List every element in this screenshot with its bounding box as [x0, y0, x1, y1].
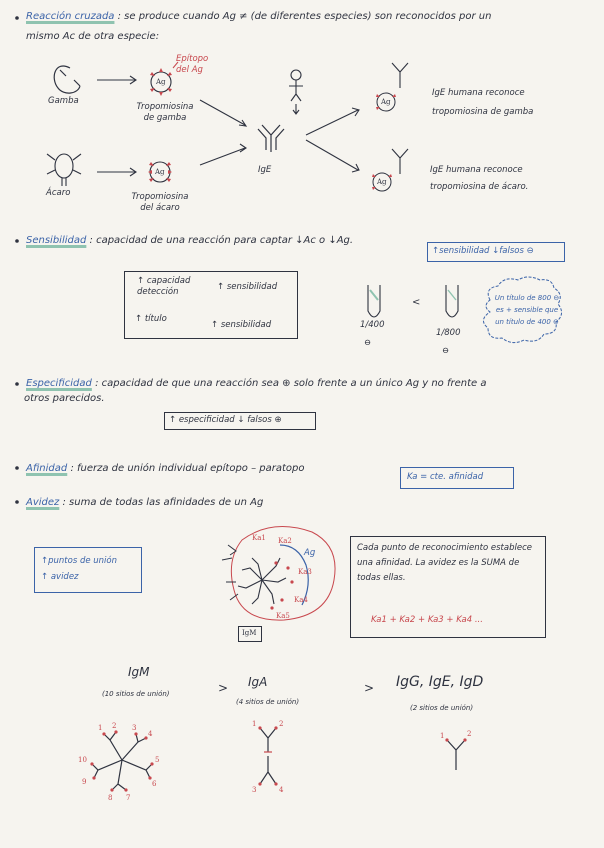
cross-reaction-term: Reacción cruzada [26, 11, 115, 22]
affinity-def: : fuerza de unión individual epítopo – paratopo [70, 463, 305, 474]
avidity-term: Avidez [26, 497, 60, 508]
igm-title: IgM [128, 665, 150, 679]
cross-reaction-def-line1: : se produce cuando Ag ≠ (de diferentes especies) son reconocidos por un [117, 11, 492, 22]
arrow-gamba [97, 76, 136, 84]
igg-num-2: 2 [467, 730, 472, 738]
ka2-label: Ka2 [278, 537, 292, 545]
iga-num-2: 2 [279, 720, 284, 728]
mite-drawing [47, 154, 81, 186]
avidity-definition [26, 496, 263, 509]
affinity-box-text: Ka = cte. afinidad [407, 472, 484, 482]
tube-2 [446, 285, 458, 317]
sensitivity-box [427, 242, 565, 262]
table-capacity: ↑ capacidad detección [137, 276, 191, 297]
ka5-label: Ka5 [276, 612, 290, 620]
titer-400-negative: ⊖ [364, 338, 372, 348]
avidity-note-box [350, 536, 546, 638]
table-titer: ↑ título [135, 314, 167, 324]
ag-label-result-1: Ag [381, 98, 391, 106]
igm-num-4: 4 [148, 730, 153, 738]
igm-tag [238, 626, 262, 642]
ag-label-result-2: Ag [377, 178, 387, 186]
titer-400: 1/400 [360, 320, 385, 330]
trop-acaro-label: Tropomiosina del ácaro [131, 192, 189, 213]
igm-num-7: 7 [126, 794, 131, 802]
arrow-to-ige-1 [200, 100, 246, 126]
iga-num-4: 4 [279, 786, 284, 794]
affinity-term: Afinidad [26, 463, 68, 474]
shrimp-drawing [54, 66, 80, 93]
avidity-box-line2: ↑ avidez [41, 572, 79, 582]
arrow-acaro [97, 168, 136, 176]
iga-num-3: 3 [252, 786, 257, 794]
gamba-label: Gamba [48, 96, 79, 106]
sensitivity-box-text: ↑sensibilidad ↓falsos ⊖ [432, 246, 534, 256]
ige-antibody-drawing [258, 125, 284, 152]
binding-site-dots [90, 726, 466, 791]
igm-num-3: 3 [132, 724, 137, 732]
igm-num-5: 5 [155, 756, 160, 764]
sensitivity-def: : capacidad de una reacción para captar ↓Ac o ↓Ag. [89, 235, 354, 246]
result-acaro-text: IgE humana reconoce tropomiosina de ácaro. [430, 165, 529, 192]
ag-label-gamba: Ag [156, 78, 166, 86]
igm-num-6: 6 [152, 780, 157, 788]
ka4-label: Ka4 [294, 596, 308, 604]
person-drawing [289, 70, 303, 114]
igg-sites: (2 sitios de unión) [410, 704, 474, 712]
igm-sites: (10 sitios de unión) [102, 690, 170, 698]
specificity-box-text: ↑ especificidad ↓ falsos ⊕ [169, 415, 282, 425]
specificity-box [164, 412, 316, 430]
specificity-def-line2: otros parecidos. [24, 393, 105, 404]
cloud-note: Un título de 800 ⊖ es + sensible que un título de 400 ⊖ [494, 294, 560, 326]
cross-reaction-definition [26, 10, 491, 23]
greater-than-2: > [364, 681, 375, 695]
avidity-ag-label: Ag [304, 548, 316, 558]
epitope-note: Epítopo del Ag [176, 54, 209, 75]
avidity-def: : suma de todas las afinidades de un Ag [62, 497, 264, 508]
specificity-term: Especificidad [26, 378, 92, 389]
greater-than-1: > [218, 681, 229, 695]
ka3-label: Ka3 [298, 568, 312, 576]
affinity-definition [26, 462, 305, 475]
table-sensitivity-1: ↑ sensibilidad [217, 282, 278, 292]
ige-label: IgE [258, 165, 272, 175]
igg-ige-igd-title: IgG, IgE, IgD [396, 674, 484, 690]
bullet-points [15, 16, 19, 504]
titer-800-negative: ⊖ [442, 346, 450, 356]
iga-sites: (4 sitios de unión) [236, 698, 300, 706]
avidity-formula: Ka1 + Ka2 + Ka3 + Ka4 ... [371, 615, 483, 625]
affinity-box [400, 467, 514, 489]
specificity-definition [26, 377, 486, 390]
iga-num-1: 1 [252, 720, 257, 728]
igm-num-10: 10 [78, 756, 87, 764]
avidity-note-text: Cada punto de reconocimiento establece una afinidad. La avidez es la SUMA de todas ellas. [357, 543, 532, 583]
igm-num-9: 9 [82, 778, 87, 786]
cross-reaction-def-line2: mismo Ac de otra especie: [26, 31, 160, 42]
igm-pentamer-drawing [92, 732, 152, 790]
acaro-label: Ácaro [46, 188, 71, 198]
result-gamba-text: IgE humana reconoce tropomiosina de gamba [432, 88, 534, 117]
avidity-left-box [34, 547, 142, 593]
ag-label-acaro: Ag [155, 168, 165, 176]
igm-num-2: 2 [112, 722, 117, 730]
titer-800: 1/800 [436, 328, 461, 338]
igm-tag-text: IgM [242, 629, 257, 637]
avidity-box-line1: ↑puntos de unión [41, 556, 118, 566]
arrow-to-ige-2 [200, 144, 246, 165]
tube-1 [368, 285, 380, 317]
sensitivity-table [124, 271, 298, 339]
sensitivity-term: Sensibilidad [26, 235, 87, 246]
less-than-sign: < [412, 297, 421, 308]
arrow-from-ige-2 [306, 140, 359, 172]
ka1-label: Ka1 [252, 534, 266, 542]
igg-monomer-drawing [447, 740, 465, 770]
sensitivity-definition [26, 234, 353, 247]
igg-num-1: 1 [440, 732, 445, 740]
specificity-def-line1: : capacidad de que una reacción sea ⊕ solo frente a un único Ag y no frente a [95, 378, 487, 389]
trop-gamba-label: Tropomiosina de gamba [136, 102, 194, 123]
iga-dimer-drawing [260, 728, 276, 784]
iga-title: IgA [248, 675, 268, 689]
igm-num-1: 1 [98, 724, 103, 732]
arrow-from-ige-1 [306, 108, 359, 135]
table-sensitivity-2: ↑ sensibilidad [211, 320, 272, 330]
igm-num-8: 8 [108, 794, 113, 802]
